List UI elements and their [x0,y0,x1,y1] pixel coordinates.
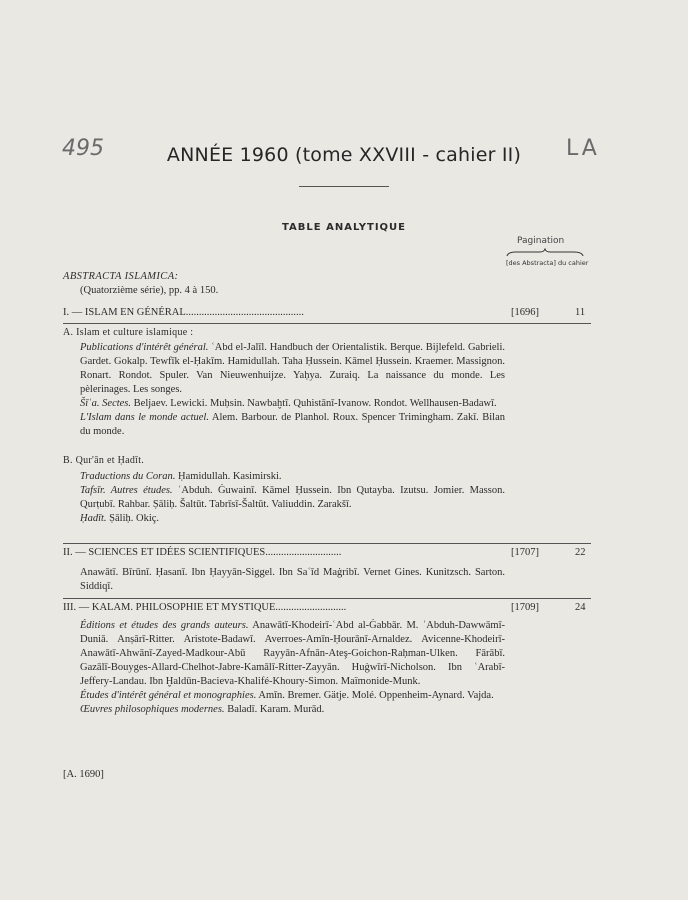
pagination-label: Pagination [517,236,565,246]
section-3-authors-1: Anawātī-Khodeirī-ʿAbd al-Ġabbār. M. ʿAbduh-Dawwāmī-Duniā. Anṣārī-Ritter. Aristote-Badawī. Averroes-Amīn-Ḥourānī-Arnaldez. Avicenne-Khodeirī-Anawātī-Ahwānī-Zayed-Madkour-Abū Rayyān-Afnān-Ateş-Goichon-Raḥman-Ulken. Fārābī. Gazālī-Bouyges-Allard-Chelhot-Jabre-Kamālī-Ritter-Zayyān. Huġwīrī-Nicholson. Ibn ʿArabī-Jeffery-Landau. Ibn Ḫaldūn-Bacieva-Khalifé-Khoury-Simon. Maïmonide-Munk. [80,620,505,687]
page-footer: [A. 1690] [63,769,104,780]
section-1-row [63,306,591,320]
subsection-a-topic-3: L'Islam dans le monde actuel. [80,412,209,423]
section-2-body: Anawātī. Bīrūnī. Ḥasanī. Ibn Ḥayyān-Siggel. Ibn Saʿīd Maġribī. Vernet Gines. Kunitzsch. Sarton. Siddiqī. [80,567,505,592]
handwritten-initials: LA [566,136,600,161]
dot-leader: ............................. [265,547,342,558]
subsection-b-authors-3: Ṣāliḥ. Okiç. [106,513,160,524]
page-title: ANNÉE 1960 (tome XXVIII - cahier II) [166,144,522,166]
section-3-authors-2: Amīn. Bremer. Gätje. Molé. Oppenheim-Aynard. Vajda. [256,690,494,701]
section-3-row [63,601,591,615]
section-3-abstract-number: [1709] [511,602,539,613]
section-1-label: I. — ISLAM EN GÉNÉRAL [63,307,186,318]
subsection-b-topic-1: Traductions du Coran. [80,471,176,482]
subsection-a-heading: A. Islam et culture islamique : [63,327,194,338]
subsection-a-topic-1: Publications d'intérêt général. [80,342,209,353]
section-2-label: II. — SCIENCES ET IDÉES SCIENTIFIQUES [63,547,266,558]
divider [63,543,591,544]
subsection-b-topic-3: Ḥadīt. [80,513,107,524]
dot-leader: ........................... [275,602,347,613]
subsection-b-heading: B. Qur'ān et Ḥadīt. [63,455,145,466]
section-1-abstract-number: [1696] [511,307,539,318]
subsection-a-topic-2: Šīʿa. Sectes. [80,398,132,409]
section-3-topic-3: Œuvres philosophiques modernes. [80,704,225,715]
subsection-b-body [80,470,505,526]
subsection-b-authors-2: ʿAbduh. Ġuwainī. Kāmel Ḥussein. Ibn Qutayba. Izutsu. Jomier. Masson. Qurṭubī. Rahbar. Ṣāliḥ. Šaltūt. Tabrīsī-Šaltūt. Valiuddin. Zarakšī. [80,485,505,510]
subsection-a-authors-3: Alem. Barbour. de Planhol. Roux. Spencer Trimingham. Zakī. Bilan du monde. [80,412,506,437]
title-rule [299,186,389,187]
divider [63,598,591,599]
section-3-authors-3: Baladī. Karam. Murād. [224,704,325,715]
subsection-a-authors-1: ʿAbd el-Jalīl. Handbuch der Orientalistik. Berque. Bijlefeld. Gabrieli. Gardet. Gokalp. Tewfīk el-Ḥakīm. Hamidullah. Taha Ḥussein. Kāmel Ḥussein. Kraemer. Massignon. Ronart. Rondot. Spuler. Van Nieuwenhuijze. Yaḥya. Zuraiq. La naissance du monde. Les pèlerinages. Les songes. [80,342,505,395]
section-3-label: III. — KALAM. PHILOSOPHIE ET MYSTIQUE [63,602,276,613]
pagination-brace-icon [506,248,584,258]
subsection-b-topic-2: Tafsīr. Autres études. [80,485,173,496]
subsection-b-authors-1: Ḥamidullah. Kasimirski. [175,471,282,482]
section-3-topic-1: Éditions et études des grands auteurs. [80,620,249,631]
subsection-a-authors-2: Beljaev. Lewicki. Muḥsin. Nawbaḫtī. Quhistānī-Ivanow. Rondot. Wellhausen-Badawī. [131,398,497,409]
section-2-abstract-number: [1707] [511,547,539,558]
dot-leader: ............................................. [185,307,304,318]
section-3-topic-2: Études d'intérêt général et monographies. [80,690,257,701]
pagination-sublabel: [des Abstracta] du cahier [506,259,589,267]
page-subtitle: TABLE ANALYTIQUE [282,222,406,233]
abstracta-series: (Quatorzième série), pp. 4 à 150. [80,285,219,296]
abstracta-title: ABSTRACTA ISLAMICA: [63,271,179,282]
section-3-body [80,619,505,717]
handwritten-number: 495 [62,136,104,161]
section-3-page: 24 [575,602,586,613]
subsection-a-body [80,341,505,439]
divider [63,323,591,324]
section-2-page: 22 [575,547,586,558]
section-2-row [63,546,591,560]
section-1-page: 11 [575,307,586,318]
